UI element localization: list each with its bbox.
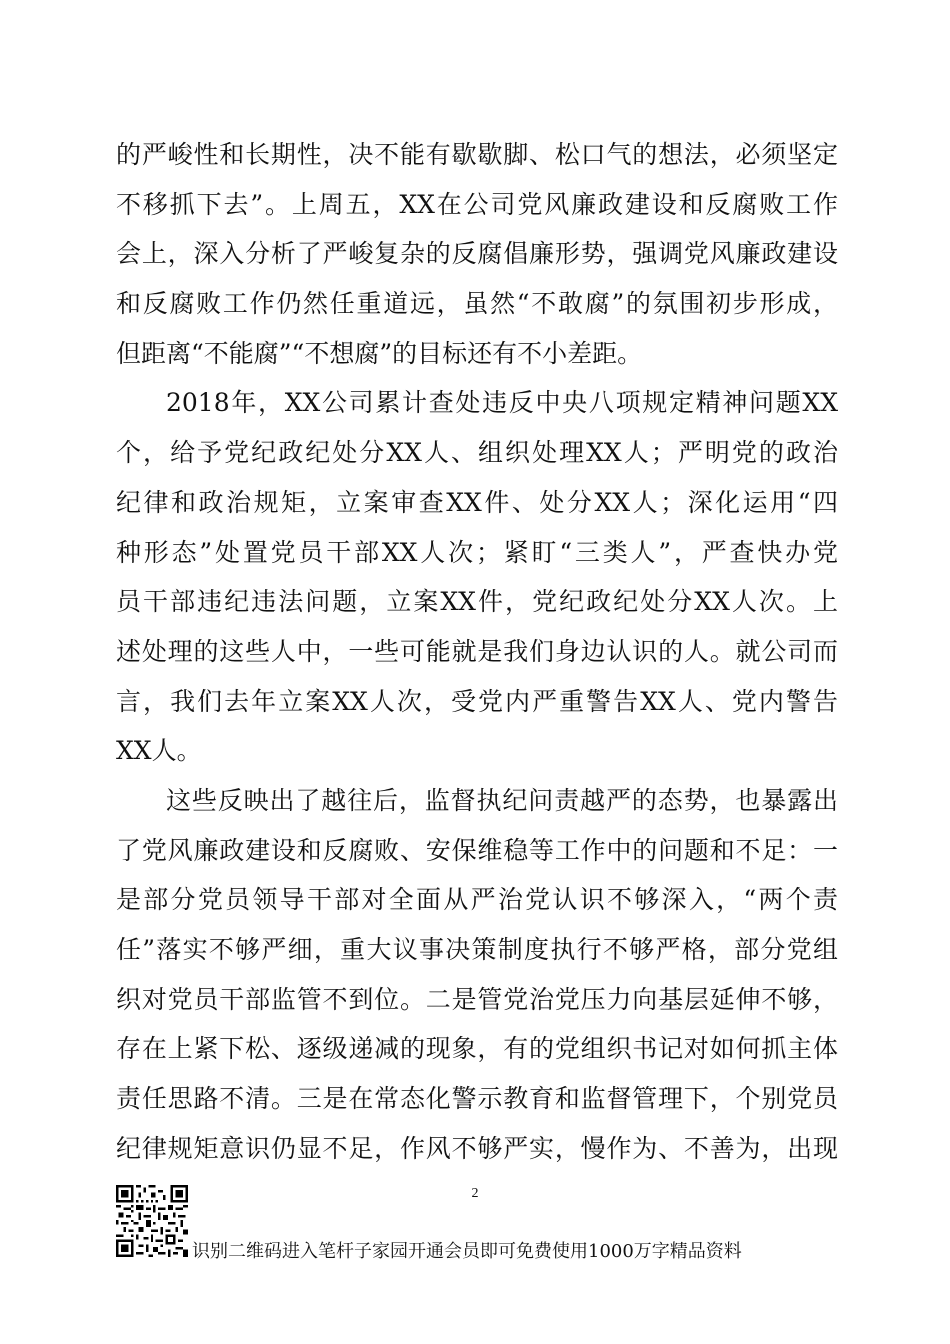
paragraph-3 [116, 776, 838, 1174]
footer-promo-text: 识别二维码进入笔杆子家园开通会员即可免费使用1000万字精品资料 [192, 1241, 742, 1262]
paragraph-1 [116, 130, 838, 378]
text-line: 这些反映出了越往后，监督执纪问责越严的态势，也暴露出 [166, 785, 838, 815]
text-line: 言，我们去年立案XX人次，受党内严重警告XX人、党内警告 [116, 686, 838, 716]
text-line: 会上，深入分析了严峻复杂的反腐倡廉形势，强调党风廉政建设 [116, 239, 838, 269]
text-line: 纪律规矩意识仍显不足，作风不够严实，慢作为、不善为，出现 [116, 1133, 838, 1163]
text-line: 种形态”处置党员干部XX人次；紧盯“三类人”，严查快办党 [116, 537, 838, 567]
text-line: 织对党员干部监管不到位。二是管党治党压力向基层延伸不够， [116, 984, 838, 1014]
text-line: XX人。 [116, 736, 202, 766]
text-line: 个，给予党纪政纪处分XX人、组织处理XX人；严明党的政治 [116, 438, 838, 468]
text-line: 员干部违纪违法问题，立案XX件，党纪政纪处分XX人次。上 [116, 587, 838, 617]
qr-code-icon[interactable] [116, 1185, 188, 1257]
text-line: 不移抓下去”。上周五，XX在公司党风廉政建设和反腐败工作 [116, 189, 838, 219]
text-line: 2018年，XX公司累计查处违反中央八项规定精神问题XX [166, 388, 838, 418]
text-line: 的严峻性和长期性，决不能有歇歇脚、松口气的想法，必须坚定 [116, 140, 838, 169]
text-line: 责任思路不清。三是在常态化警示教育和监督管理下，个别党员 [116, 1084, 838, 1114]
body-text [116, 130, 838, 1173]
text-line: 了党风廉政建设和反腐败、安保维稳等工作中的问题和不足：一 [116, 835, 838, 865]
paragraph-2 [116, 378, 838, 776]
page-number: 2 [471, 1186, 479, 1201]
text-line: 存在上紧下松、逐级递减的现象，有的党组织书记对如何抓主体 [116, 1034, 838, 1064]
qr-code-graphic [116, 1185, 188, 1257]
text-line: 是部分党员领导干部对全面从严治党认识不够深入，“两个责 [116, 885, 838, 915]
text-line: 但距离“不能腐”“不想腐”的目标还有不小差距。 [116, 338, 643, 368]
text-line: 任”落实不够严细，重大议事决策制度执行不够严格，部分党组 [116, 935, 838, 964]
text-line: 述处理的这些人中，一些可能就是我们身边认识的人。就公司而 [116, 636, 838, 666]
text-line: 和反腐败工作仍然任重道远，虽然“不敢腐”的氛围初步形成， [116, 289, 838, 319]
text-line: 纪律和政治规矩，立案审查XX件、处分XX人；深化运用“四 [116, 487, 838, 517]
